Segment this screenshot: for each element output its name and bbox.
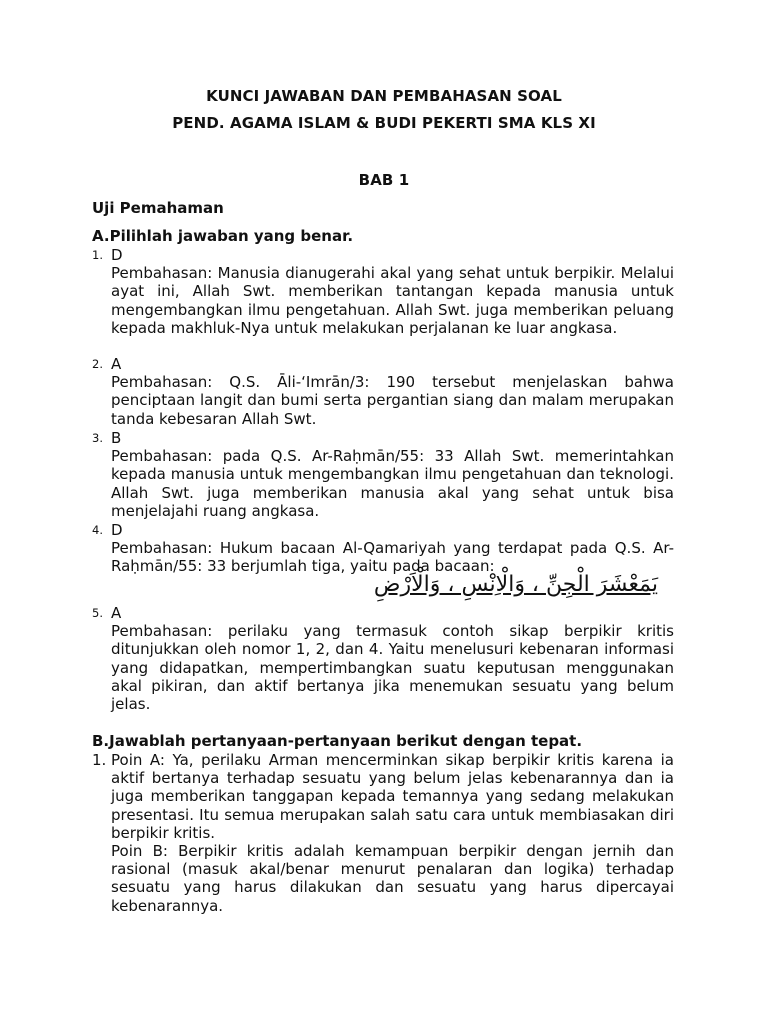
item-answer: D: [111, 246, 123, 264]
list-item: [92, 355, 674, 428]
item-number: 3.: [92, 431, 103, 445]
list-item: [92, 751, 674, 915]
item-answer: D: [111, 521, 123, 539]
list-item: [92, 246, 674, 337]
list-item: [92, 521, 674, 576]
arabic-verse-text: يَمَعْشَرَ الْجِنِّ ، وَالْاِنْسِ ، وَالْاَرْضِ: [373, 572, 658, 597]
document-title-line1: KUNCI JAWABAN DAN PEMBAHASAN SOAL: [206, 87, 562, 105]
item-explanation: Pembahasan: Manusia dianugerahi akal yang sehat untuk berpikir. Melalui ayat ini, Allah Swt. memberikan tantangan kepada manusia untuk mengembangkan ilmu pengetahuan. Allah Swt. juga memberikan peluang kepada makhluk-Nya untuk melakukan perjalanan ke luar angkasa.: [111, 264, 674, 337]
item-number: 2.: [92, 357, 103, 371]
part-a-heading: A.Pilihlah jawaban yang benar.: [92, 227, 354, 245]
item-answer: B: [111, 429, 122, 447]
chapter-heading: BAB 1: [358, 171, 410, 189]
item-explanation: Pembahasan: pada Q.S. Ar-Raḥmān/55: 33 Allah Swt. memerintahkan kepada manusia untuk mengembangkan ilmu pengetahuan dan teknologi. Allah Swt. juga memberikan manusia akal yang sehat untuk bisa menjelajahi ruang angkasa.: [111, 447, 674, 520]
list-item: [92, 429, 674, 520]
item-explanation: Pembahasan: Hukum bacaan Al-Qamariyah yang terdapat pada Q.S. Ar-Raḥmān/55: 33 berjumlah tiga, yaitu pada bacaan:: [111, 539, 674, 576]
list-item: [92, 604, 674, 713]
item-explanation: Pembahasan: perilaku yang termasuk contoh sikap berpikir kritis ditunjukkan oleh nomor 1, 2, dan 4. Yaitu menelusuri kebenaran informasi yang didapatkan, mempertimbangkan suatu keputusan menggunakan akal pikiran, dan aktif bertanya jika menemukan sesuatu yang belum jelas.: [111, 622, 674, 714]
item-answer: A: [111, 355, 122, 373]
poin-b-answer: Poin B: Berpikir kritis adalah kemampuan berpikir dengan jernih dan rasional (masuk akal/benar menurut penalaran dan logika) terhadap sesuatu yang harus dilakukan dan sesuatu yang harus dipercayai kebenarannya.: [111, 842, 674, 915]
section-title: Uji Pemahaman: [92, 199, 224, 217]
item-answer: A: [111, 604, 122, 622]
item-explanation: Pembahasan: Q.S. Āli-‘Imrān/3: 190 tersebut menjelaskan bahwa penciptaan langit dan bumi serta pergantian siang dan malam merupakan tanda kebesaran Allah Swt.: [111, 373, 674, 428]
item-number: 1.: [92, 751, 107, 769]
part-b-heading: B.Jawablah pertanyaan-pertanyaan berikut dengan tepat.: [92, 732, 583, 750]
poin-a-answer: Poin A: Ya, perilaku Arman mencerminkan sikap berpikir kritis karena ia aktif bertanya terhadap sesuatu yang belum jelas kebenarannya dan ia juga memberikan tanggapan kepada temannya yang sedang melakukan presentasi. Itu semua merupakan salah satu cara untuk membiasakan diri berpikir kritis.: [111, 751, 674, 842]
item-number: 4.: [92, 523, 103, 537]
item-number: 1.: [92, 248, 103, 262]
item-number: 5.: [92, 606, 103, 620]
document-title-line2: PEND. AGAMA ISLAM & BUDI PEKERTI SMA KLS XI: [172, 114, 596, 132]
arabic-verse: [92, 572, 658, 597]
